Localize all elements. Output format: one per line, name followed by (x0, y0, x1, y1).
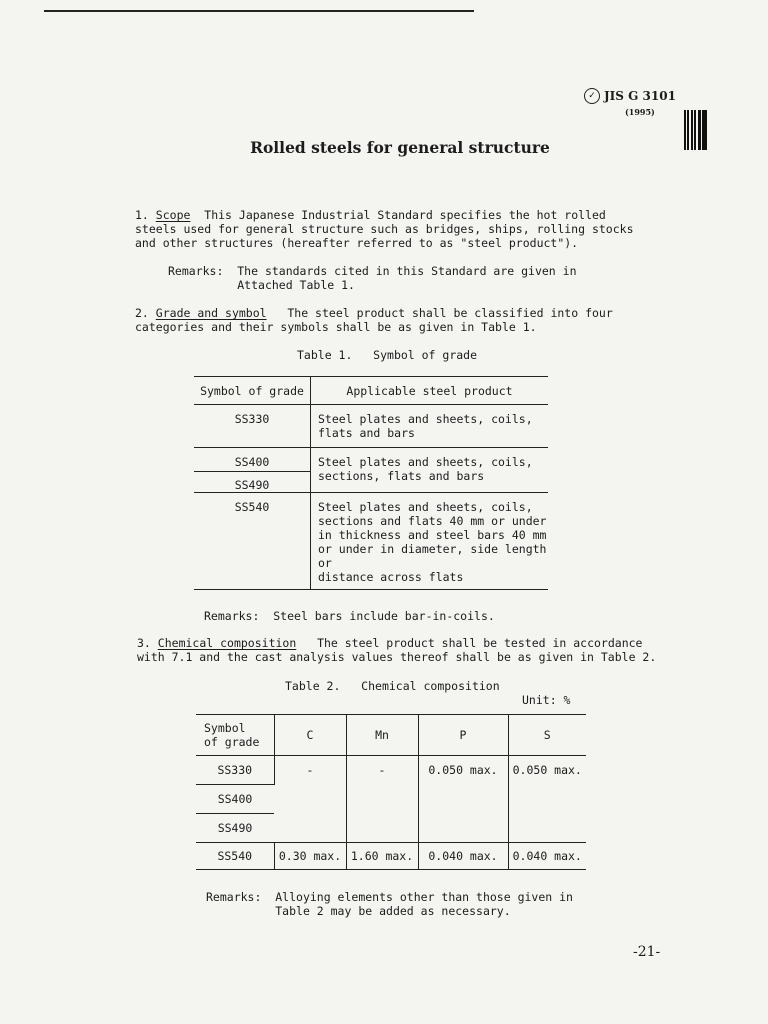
table-row (196, 843, 586, 870)
table2-unit: Unit: % (522, 693, 571, 707)
standard-header (584, 88, 676, 104)
remarks-label: Remarks: (206, 890, 262, 904)
sulfur-cell: 0.050 max. (512, 763, 582, 777)
grade-symbol-cell: SS330 (194, 405, 311, 448)
document-title: Rolled steels for general structure (250, 138, 550, 157)
column-header: Applicable steel product (311, 377, 549, 405)
standard-year: (1995) (625, 107, 655, 117)
product-cell: Steel plates and sheets, coils, sections, flats and bars (311, 448, 549, 493)
phosphorus-cell: 0.040 max. (418, 843, 508, 870)
table-row (196, 756, 586, 785)
grade-symbol-cell: SS400 (194, 448, 311, 472)
top-rule (44, 10, 474, 12)
standard-code: JIS G 3101 (604, 89, 676, 103)
column-header: Symbol of grade (196, 715, 274, 756)
table-header-row (194, 377, 548, 405)
section-number: 1. (135, 208, 149, 222)
remarks-label: Remarks: (168, 264, 224, 278)
column-header: P (418, 715, 508, 756)
chemical-remarks: Remarks: Alloying elements other than those given in Table 2 may be added as necessary. (206, 890, 573, 918)
table-row (194, 493, 548, 590)
grade-symbol-cell: SS330 (196, 756, 274, 785)
manganese-cell: - (346, 756, 418, 843)
sulfur-cell: 0.040 max. (508, 843, 586, 870)
grade-symbol-cell: SS490 (217, 821, 253, 835)
scope-remarks: Remarks: The standards cited in this Standard are given in Attached Table 1. (168, 264, 577, 292)
product-cell: Steel plates and sheets, coils, sections and flats 40 mm or under in thickness and steel bars 40 mm or under in diameter, side length or distance across flats (311, 493, 549, 590)
jis-mark-icon: ✓ (584, 88, 600, 104)
grade-symbol-cell: SS540 (196, 843, 274, 870)
column-header: S (508, 715, 586, 756)
grade-paragraph: 2. Grade and symbol The steel product shall be classified into four categories and their symbols shall be as given in Table 1. (135, 306, 613, 334)
table2-caption: Table 2. Chemical composition (285, 679, 500, 693)
section-heading: Scope (155, 208, 191, 222)
table1-caption: Table 1. Symbol of grade (297, 348, 478, 362)
page-number: -21- (633, 944, 661, 960)
table-row (194, 405, 548, 448)
section-number: 2. (135, 306, 149, 320)
section-number: 3. (137, 636, 151, 650)
manganese-cell: 1.60 max. (346, 843, 418, 870)
phosphorus-cell: 0.050 max. (418, 756, 508, 843)
section-heading: Chemical composition (157, 636, 297, 650)
scope-paragraph: 1. Scope This Japanese Industrial Standard specifies the hot rolled steels used for general structure such as bridges, ships, rolling stocks and other structures (hereafter referred to as "steel product"). (135, 208, 634, 250)
grade-remarks: Remarks: Steel bars include bar-in-coils. (204, 609, 495, 623)
table-row (194, 448, 548, 472)
remarks-label: Remarks: (204, 609, 260, 623)
grade-symbol-cell: SS540 (194, 493, 311, 590)
chemical-paragraph: 3. Chemical composition The steel product shall be tested in accordance with 7.1 and the cast analysis values thereof shall be as given in Table 2. (137, 636, 657, 664)
chemical-composition-table (196, 714, 586, 870)
carbon-cell: - (274, 756, 346, 843)
column-header: Mn (346, 715, 418, 756)
table-header-row (196, 715, 586, 756)
grade-symbol-cell: SS400 (196, 785, 274, 814)
column-header: C (274, 715, 346, 756)
product-cell: Steel plates and sheets, coils, flats and bars (311, 405, 549, 448)
section-heading: Grade and symbol (155, 306, 267, 320)
grade-symbol-table (194, 376, 548, 590)
grade-symbol-cell: SS490 (194, 472, 311, 493)
column-header: Symbol of grade (194, 377, 311, 405)
carbon-cell: 0.30 max. (274, 843, 346, 870)
